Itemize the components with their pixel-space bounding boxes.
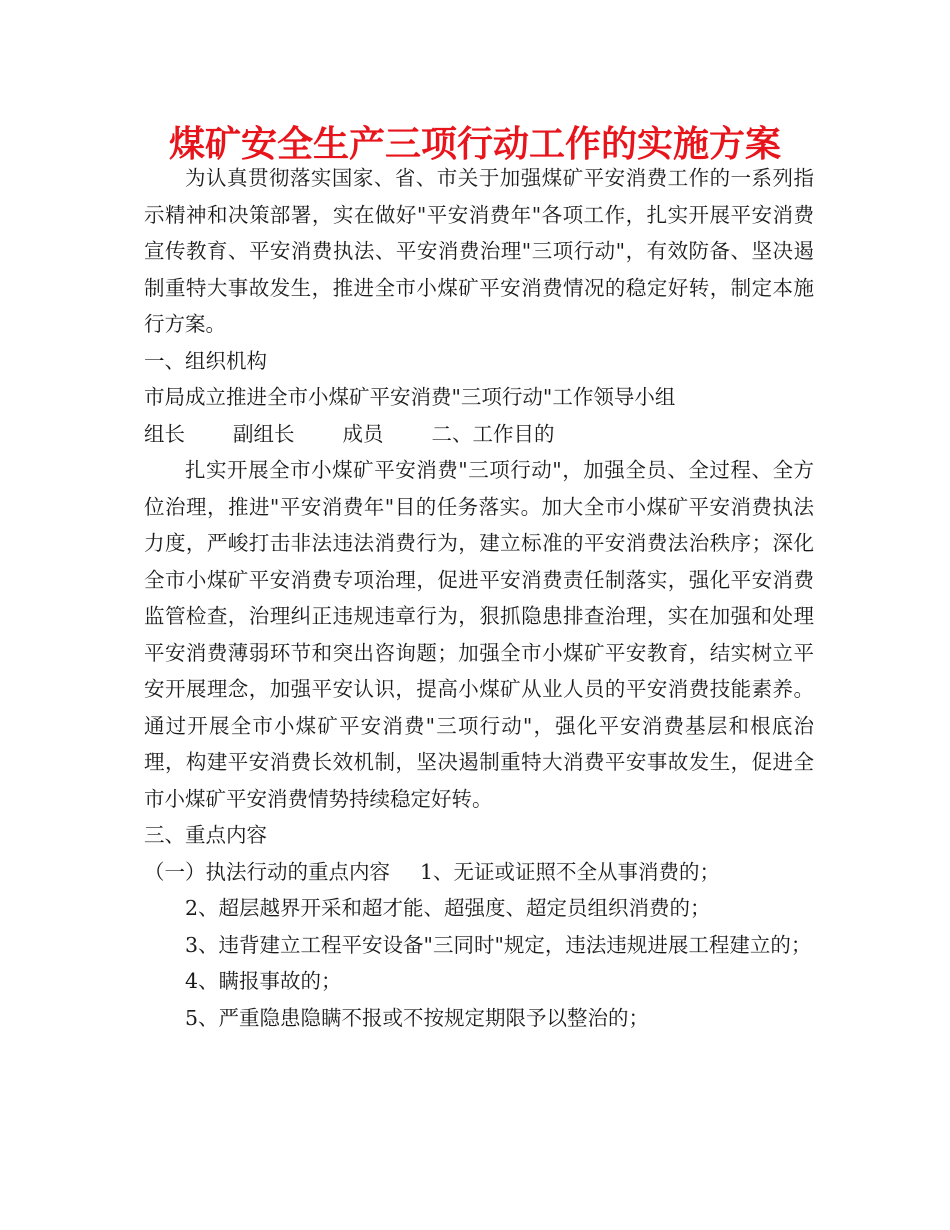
section-heading-goals: 二、工作目的 <box>431 421 555 446</box>
role-deputy-leader: 副组长 <box>233 421 295 446</box>
goal-paragraph: 扎实开展全市小煤矿平安消费"三项行动"，加强全员、全过程、全方位治理，推进"平安消费年"目的任务落实。加大全市小煤矿平安消费执法力度，严峻打击非法违法消费行为，建立标准的平安消费法治秩序；深化全市小煤矿平安消费专项治理，促进平安消费责任制落实，强化平安消费监管检查，治理纠正违规违章行为，狠抓隐患排查治理，实在加强和处理平安消费薄弱环节和突出咨询题；加强全市小煤矿平安教育，结实树立平安开展理念，加强平安认识，提高小煤矿从业人员的平安消费技能素养。通过开展全市小煤矿平安消费"三项行动"，强化平安消费基层和根底治理，构建平安消费长效机制，坚决遏制重特大消费平安事故发生，促进全市小煤矿平安消费情势持续稳定好转。 <box>144 458 814 811</box>
subsection-heading-enforcement: （一）执法行动的重点内容 <box>144 859 390 884</box>
subsection-enforcement-line <box>144 854 814 891</box>
role-leader: 组长 <box>144 421 185 446</box>
list-item: 1、无证或证照不全从事消费的； <box>420 859 721 884</box>
org-leadership-line: 市局成立推进全市小煤矿平安消费"三项行动"工作领导小组 <box>144 385 676 409</box>
section-heading-organization: 一、组织机构 <box>144 348 267 373</box>
intro-paragraph: 为认真贯彻落实国家、省、市关于加强煤矿平安消费工作的一系列指示精神和决策部署，实在做好"平安消费年"各项工作，扎实开展平安消费宣传教育、平安消费执法、平安消费治理"三项行动"，有效防备、坚决遏制重特大事故发生，推进全市小煤矿平安消费情况的稳定好转，制定本施行方案。 <box>144 166 814 336</box>
role-members: 成员 <box>342 421 384 446</box>
document-title: 煤矿安全生产三项行动工作的实施方案 <box>168 124 781 165</box>
list-item: 5、严重隐患隐瞒不报或不按规定期限予以整治的； <box>185 1005 650 1030</box>
org-roles-line <box>144 416 814 453</box>
list-item: 3、违背建立工程平安设备"三同时"规定，违法违规进展工程建立的； <box>185 932 812 957</box>
section-heading-key-content: 三、重点内容 <box>144 823 267 847</box>
list-item: 2、超层越界开采和超才能、超强度、超定员组织消费的； <box>185 896 711 920</box>
document-body <box>144 160 814 1036</box>
list-item: 4、瞒报事故的； <box>185 969 342 993</box>
